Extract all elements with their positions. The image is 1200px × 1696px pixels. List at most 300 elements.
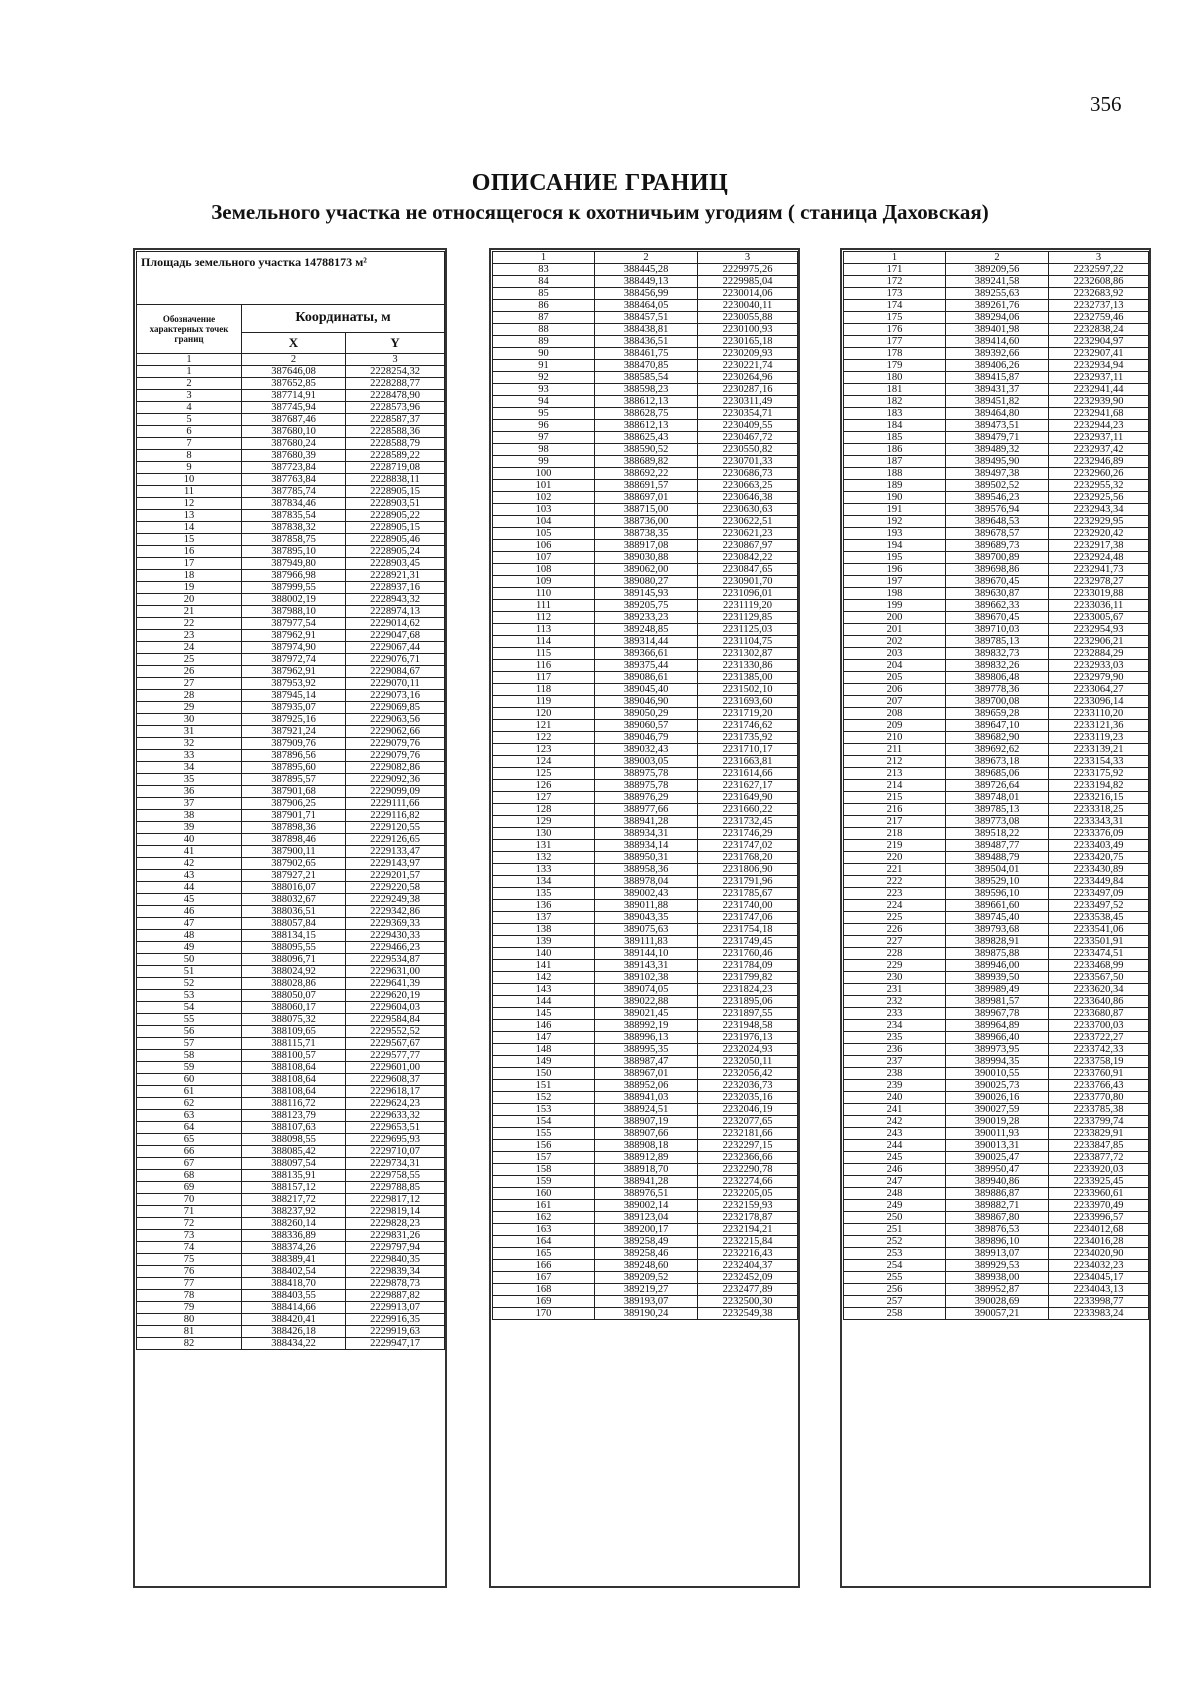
point-number: 147	[493, 1032, 595, 1044]
y-coordinate: 2234012,68	[1049, 1224, 1149, 1236]
table-row	[493, 828, 798, 840]
x-coordinate: 389464,80	[946, 408, 1049, 420]
point-number: 27	[137, 678, 242, 690]
x-coordinate: 389002,43	[595, 888, 698, 900]
y-coordinate: 2232920,42	[1049, 528, 1149, 540]
point-number: 213	[844, 768, 946, 780]
table-row	[844, 408, 1149, 420]
table-row	[137, 1338, 445, 1350]
y-coordinate: 2232904,97	[1049, 336, 1149, 348]
y-coordinate: 2233216,15	[1049, 792, 1149, 804]
x-coordinate: 387745,94	[242, 402, 346, 414]
table-row	[493, 984, 798, 996]
table-row	[844, 372, 1149, 384]
y-coordinate: 2233960,61	[1049, 1188, 1149, 1200]
table-row	[493, 780, 798, 792]
y-coordinate: 2229126,65	[346, 834, 445, 846]
table-row	[493, 900, 798, 912]
point-number: 102	[493, 492, 595, 504]
point-number: 151	[493, 1080, 595, 1092]
table-row	[844, 456, 1149, 468]
table-row	[493, 1104, 798, 1116]
x-coordinate: 389745,40	[946, 912, 1049, 924]
x-coordinate: 388912,89	[595, 1152, 698, 1164]
y-coordinate: 2232024,93	[698, 1044, 798, 1056]
x-coordinate: 387680,39	[242, 450, 346, 462]
x-coordinate: 389043,35	[595, 912, 698, 924]
table-row	[844, 384, 1149, 396]
x-coordinate: 389488,79	[946, 852, 1049, 864]
x-coordinate: 387925,16	[242, 714, 346, 726]
y-coordinate: 2233541,06	[1049, 924, 1149, 936]
point-number: 185	[844, 432, 946, 444]
point-number: 108	[493, 564, 595, 576]
y-coordinate: 2229133,47	[346, 846, 445, 858]
x-coordinate: 388237,92	[242, 1206, 346, 1218]
point-number: 235	[844, 1032, 946, 1044]
point-number: 42	[137, 858, 242, 870]
point-number: 131	[493, 840, 595, 852]
point-number: 251	[844, 1224, 946, 1236]
point-number: 83	[493, 264, 595, 276]
table-row	[493, 948, 798, 960]
y-coordinate: 2230055,88	[698, 312, 798, 324]
table-row	[493, 1056, 798, 1068]
y-coordinate: 2233036,11	[1049, 600, 1149, 612]
point-number: 65	[137, 1134, 242, 1146]
coordinates-table-3	[843, 251, 1149, 1320]
x-coordinate: 387687,46	[242, 414, 346, 426]
y-coordinate: 2233154,33	[1049, 756, 1149, 768]
x-coordinate: 388260,14	[242, 1218, 346, 1230]
point-number: 191	[844, 504, 946, 516]
table-row	[493, 396, 798, 408]
y-coordinate: 2232404,37	[698, 1260, 798, 1272]
x-coordinate: 389989,49	[946, 984, 1049, 996]
x-coordinate: 387974,90	[242, 642, 346, 654]
y-coordinate: 2233420,75	[1049, 852, 1149, 864]
table-row	[844, 504, 1149, 516]
point-number: 50	[137, 954, 242, 966]
table-row	[844, 1284, 1149, 1296]
document-subtitle: Земельного участка не относящегося к охотничьим угодиям ( станица Даховская)	[211, 200, 989, 224]
point-number: 100	[493, 468, 595, 480]
y-coordinate: 2233194,82	[1049, 780, 1149, 792]
y-coordinate: 2232050,11	[698, 1056, 798, 1068]
col-number: 1	[493, 252, 595, 264]
table-row	[137, 678, 445, 690]
y-coordinate: 2229249,38	[346, 894, 445, 906]
x-coordinate: 389489,32	[946, 444, 1049, 456]
x-coordinate: 388585,54	[595, 372, 698, 384]
y-coordinate: 2233468,99	[1049, 960, 1149, 972]
x-coordinate: 389479,71	[946, 432, 1049, 444]
point-number: 82	[137, 1338, 242, 1350]
table-row	[493, 384, 798, 396]
x-coordinate: 389939,50	[946, 972, 1049, 984]
y-coordinate: 2232036,73	[698, 1080, 798, 1092]
point-number: 173	[844, 288, 946, 300]
point-number: 48	[137, 930, 242, 942]
x-coordinate: 390025,73	[946, 1080, 1049, 1092]
x-coordinate: 389050,29	[595, 708, 698, 720]
table-row	[844, 444, 1149, 456]
y-coordinate: 2229604,03	[346, 1002, 445, 1014]
table-row	[493, 732, 798, 744]
point-number: 164	[493, 1236, 595, 1248]
table-row	[493, 1152, 798, 1164]
x-coordinate: 388941,28	[595, 816, 698, 828]
point-number: 122	[493, 732, 595, 744]
x-coordinate: 389964,89	[946, 1020, 1049, 1032]
y-coordinate: 2230847,65	[698, 564, 798, 576]
y-coordinate: 2229618,17	[346, 1086, 445, 1098]
point-number: 163	[493, 1224, 595, 1236]
table-row	[137, 486, 445, 498]
y-coordinate: 2229567,67	[346, 1038, 445, 1050]
table-row	[137, 1038, 445, 1050]
point-number: 21	[137, 606, 242, 618]
y-coordinate: 2233318,25	[1049, 804, 1149, 816]
x-coordinate: 388445,28	[595, 264, 698, 276]
y-coordinate: 2231614,66	[698, 768, 798, 780]
x-coordinate: 389193,07	[595, 1296, 698, 1308]
x-coordinate: 389392,66	[946, 348, 1049, 360]
table-row	[137, 822, 445, 834]
point-number: 186	[844, 444, 946, 456]
x-coordinate: 388095,55	[242, 942, 346, 954]
point-number: 204	[844, 660, 946, 672]
table-row	[493, 528, 798, 540]
x-coordinate: 389778,36	[946, 684, 1049, 696]
x-coordinate: 388907,19	[595, 1116, 698, 1128]
x-coordinate: 389882,71	[946, 1200, 1049, 1212]
table-row	[844, 996, 1149, 1008]
point-number: 51	[137, 966, 242, 978]
table-row	[493, 1176, 798, 1188]
y-coordinate: 2231660,22	[698, 804, 798, 816]
point-number: 179	[844, 360, 946, 372]
table-row	[137, 1098, 445, 1110]
table-row	[493, 564, 798, 576]
table-row	[137, 858, 445, 870]
table-row	[137, 1182, 445, 1194]
x-coordinate: 388976,51	[595, 1188, 698, 1200]
y-coordinate: 2232838,24	[1049, 324, 1149, 336]
point-number: 41	[137, 846, 242, 858]
table-row	[493, 816, 798, 828]
x-coordinate: 389661,60	[946, 900, 1049, 912]
y-coordinate: 2231747,02	[698, 840, 798, 852]
point-number: 121	[493, 720, 595, 732]
point-number: 40	[137, 834, 242, 846]
table-row	[137, 1146, 445, 1158]
point-number: 115	[493, 648, 595, 660]
table-row	[844, 432, 1149, 444]
y-coordinate: 2232884,29	[1049, 648, 1149, 660]
table-row	[844, 276, 1149, 288]
y-coordinate: 2230311,49	[698, 396, 798, 408]
y-coordinate: 2228288,77	[346, 378, 445, 390]
point-number: 170	[493, 1308, 595, 1320]
table-row	[493, 600, 798, 612]
y-coordinate: 2233920,03	[1049, 1164, 1149, 1176]
y-coordinate: 2229084,67	[346, 666, 445, 678]
y-coordinate: 2233970,49	[1049, 1200, 1149, 1212]
point-number: 149	[493, 1056, 595, 1068]
x-coordinate: 389685,06	[946, 768, 1049, 780]
y-coordinate: 2232181,66	[698, 1128, 798, 1140]
point-number: 13	[137, 510, 242, 522]
y-coordinate: 2233799,74	[1049, 1116, 1149, 1128]
y-coordinate: 2229695,93	[346, 1134, 445, 1146]
y-coordinate: 2228903,45	[346, 558, 445, 570]
table-row	[493, 1272, 798, 1284]
x-coordinate: 387898,46	[242, 834, 346, 846]
point-number: 250	[844, 1212, 946, 1224]
col-number: 2	[595, 252, 698, 264]
x-coordinate: 387680,10	[242, 426, 346, 438]
y-coordinate: 2231749,45	[698, 936, 798, 948]
table-row	[844, 876, 1149, 888]
y-coordinate: 2229797,94	[346, 1242, 445, 1254]
point-number: 28	[137, 690, 242, 702]
y-coordinate: 2228943,32	[346, 594, 445, 606]
y-coordinate: 2231976,13	[698, 1032, 798, 1044]
y-coordinate: 2231104,75	[698, 636, 798, 648]
table-row	[844, 972, 1149, 984]
area-label: Площадь земельного участка 14788173 м²	[137, 252, 445, 305]
point-number: 17	[137, 558, 242, 570]
point-number: 92	[493, 372, 595, 384]
y-coordinate: 2229430,33	[346, 930, 445, 942]
y-coordinate: 2230686,73	[698, 468, 798, 480]
table-row	[137, 942, 445, 954]
y-coordinate: 2233742,33	[1049, 1044, 1149, 1056]
x-coordinate: 389144,10	[595, 948, 698, 960]
y-coordinate: 2234043,13	[1049, 1284, 1149, 1296]
point-number: 220	[844, 852, 946, 864]
y-coordinate: 2232549,38	[698, 1308, 798, 1320]
y-coordinate: 2228905,22	[346, 510, 445, 522]
point-number: 104	[493, 516, 595, 528]
table-row	[493, 312, 798, 324]
y-coordinate: 2234032,23	[1049, 1260, 1149, 1272]
y-coordinate: 2232941,68	[1049, 408, 1149, 420]
y-coordinate: 2232937,11	[1049, 372, 1149, 384]
x-coordinate: 389248,85	[595, 624, 698, 636]
y-coordinate: 2231627,17	[698, 780, 798, 792]
table-row	[493, 1188, 798, 1200]
x-coordinate: 388108,64	[242, 1086, 346, 1098]
table-row	[137, 462, 445, 474]
table-row	[137, 810, 445, 822]
x-coordinate: 388116,72	[242, 1098, 346, 1110]
y-coordinate: 2233722,27	[1049, 1032, 1149, 1044]
y-coordinate: 2233139,21	[1049, 744, 1149, 756]
table-row	[844, 1308, 1149, 1320]
coordinates-table-2	[492, 251, 798, 1320]
table-row	[137, 1158, 445, 1170]
table-row	[844, 492, 1149, 504]
y-coordinate: 2232178,87	[698, 1212, 798, 1224]
x-coordinate: 388934,14	[595, 840, 698, 852]
x-coordinate: 390026,16	[946, 1092, 1049, 1104]
table-row	[844, 960, 1149, 972]
y-coordinate: 2228589,22	[346, 450, 445, 462]
x-coordinate: 388692,22	[595, 468, 698, 480]
point-number: 123	[493, 744, 595, 756]
point-number: 241	[844, 1104, 946, 1116]
point-number: 172	[844, 276, 946, 288]
x-coordinate: 388123,79	[242, 1110, 346, 1122]
table-row	[137, 1062, 445, 1074]
point-number: 114	[493, 636, 595, 648]
x-coordinate: 389670,45	[946, 576, 1049, 588]
point-number: 167	[493, 1272, 595, 1284]
x-coordinate: 388924,51	[595, 1104, 698, 1116]
point-number: 23	[137, 630, 242, 642]
x-coordinate: 389021,45	[595, 1008, 698, 1020]
y-coordinate: 2231746,29	[698, 828, 798, 840]
x-coordinate: 388975,78	[595, 768, 698, 780]
x-coordinate: 389670,45	[946, 612, 1049, 624]
table-row	[844, 1272, 1149, 1284]
table-row	[137, 570, 445, 582]
x-coordinate: 388217,72	[242, 1194, 346, 1206]
table-row	[137, 738, 445, 750]
table-row	[137, 522, 445, 534]
point-number: 166	[493, 1260, 595, 1272]
x-coordinate: 388628,75	[595, 408, 698, 420]
table-row	[137, 954, 445, 966]
table-row	[844, 840, 1149, 852]
point-number: 86	[493, 300, 595, 312]
x-coordinate: 388691,57	[595, 480, 698, 492]
point-number: 94	[493, 396, 595, 408]
x-coordinate: 389046,79	[595, 732, 698, 744]
y-coordinate: 2229201,57	[346, 870, 445, 882]
point-number: 249	[844, 1200, 946, 1212]
x-coordinate: 388590,52	[595, 444, 698, 456]
x-coordinate: 388908,18	[595, 1140, 698, 1152]
table-row	[493, 1140, 798, 1152]
table-row	[844, 552, 1149, 564]
table-row	[844, 396, 1149, 408]
x-coordinate: 389913,07	[946, 1248, 1049, 1260]
y-coordinate: 2232159,93	[698, 1200, 798, 1212]
table-row	[844, 792, 1149, 804]
table-row	[493, 552, 798, 564]
table-row	[844, 1224, 1149, 1236]
table-row	[493, 588, 798, 600]
point-number: 234	[844, 1020, 946, 1032]
point-number: 75	[137, 1254, 242, 1266]
y-coordinate: 2231768,20	[698, 852, 798, 864]
point-number: 52	[137, 978, 242, 990]
y-coordinate: 2232941,73	[1049, 564, 1149, 576]
x-coordinate: 388100,57	[242, 1050, 346, 1062]
x-coordinate: 388028,86	[242, 978, 346, 990]
x-coordinate: 389678,57	[946, 528, 1049, 540]
point-number: 210	[844, 732, 946, 744]
y-coordinate: 2228905,46	[346, 534, 445, 546]
x-coordinate: 388096,71	[242, 954, 346, 966]
point-number: 91	[493, 360, 595, 372]
y-coordinate: 2232979,90	[1049, 672, 1149, 684]
y-coordinate: 2232290,78	[698, 1164, 798, 1176]
x-coordinate: 388941,03	[595, 1092, 698, 1104]
y-coordinate: 2229975,26	[698, 264, 798, 276]
x-coordinate: 388967,01	[595, 1068, 698, 1080]
point-number: 254	[844, 1260, 946, 1272]
x-coordinate: 389261,76	[946, 300, 1049, 312]
y-coordinate: 2234016,28	[1049, 1236, 1149, 1248]
table-row	[844, 1188, 1149, 1200]
y-coordinate: 2228587,37	[346, 414, 445, 426]
y-coordinate: 2228573,96	[346, 402, 445, 414]
table-row	[137, 1074, 445, 1086]
point-number: 125	[493, 768, 595, 780]
x-coordinate: 388374,26	[242, 1242, 346, 1254]
y-coordinate: 2233770,80	[1049, 1092, 1149, 1104]
table-row	[493, 840, 798, 852]
y-coordinate: 2233998,77	[1049, 1296, 1149, 1308]
y-coordinate: 2230630,63	[698, 504, 798, 516]
x-coordinate: 388108,64	[242, 1062, 346, 1074]
y-coordinate: 2233620,34	[1049, 984, 1149, 996]
x-coordinate: 389518,22	[946, 828, 1049, 840]
table-row	[493, 408, 798, 420]
x-coordinate: 387966,98	[242, 570, 346, 582]
point-number: 244	[844, 1140, 946, 1152]
point-number: 139	[493, 936, 595, 948]
point-number: 1	[137, 366, 242, 378]
point-number: 117	[493, 672, 595, 684]
point-number: 5	[137, 414, 242, 426]
y-coordinate: 2233983,24	[1049, 1308, 1149, 1320]
table-row	[844, 936, 1149, 948]
table-row	[493, 456, 798, 468]
x-coordinate: 388032,67	[242, 894, 346, 906]
table-row	[137, 1050, 445, 1062]
x-coordinate: 389074,05	[595, 984, 698, 996]
point-number: 181	[844, 384, 946, 396]
point-number: 90	[493, 348, 595, 360]
x-coordinate: 388060,17	[242, 1002, 346, 1014]
y-coordinate: 2231806,90	[698, 864, 798, 876]
point-number: 162	[493, 1212, 595, 1224]
point-number: 31	[137, 726, 242, 738]
col-number: 1	[137, 354, 242, 366]
y-coordinate: 2233019,88	[1049, 588, 1149, 600]
point-number: 184	[844, 420, 946, 432]
x-coordinate: 389487,77	[946, 840, 1049, 852]
y-coordinate: 2230409,55	[698, 420, 798, 432]
x-coordinate: 388085,42	[242, 1146, 346, 1158]
table-row	[493, 576, 798, 588]
x-coordinate: 388456,99	[595, 288, 698, 300]
table-row	[493, 924, 798, 936]
y-coordinate: 2231502,10	[698, 684, 798, 696]
point-number: 197	[844, 576, 946, 588]
table-row	[844, 360, 1149, 372]
point-number: 66	[137, 1146, 242, 1158]
x-coordinate: 387962,91	[242, 666, 346, 678]
table-row	[493, 912, 798, 924]
point-number: 175	[844, 312, 946, 324]
x-coordinate: 389497,38	[946, 468, 1049, 480]
